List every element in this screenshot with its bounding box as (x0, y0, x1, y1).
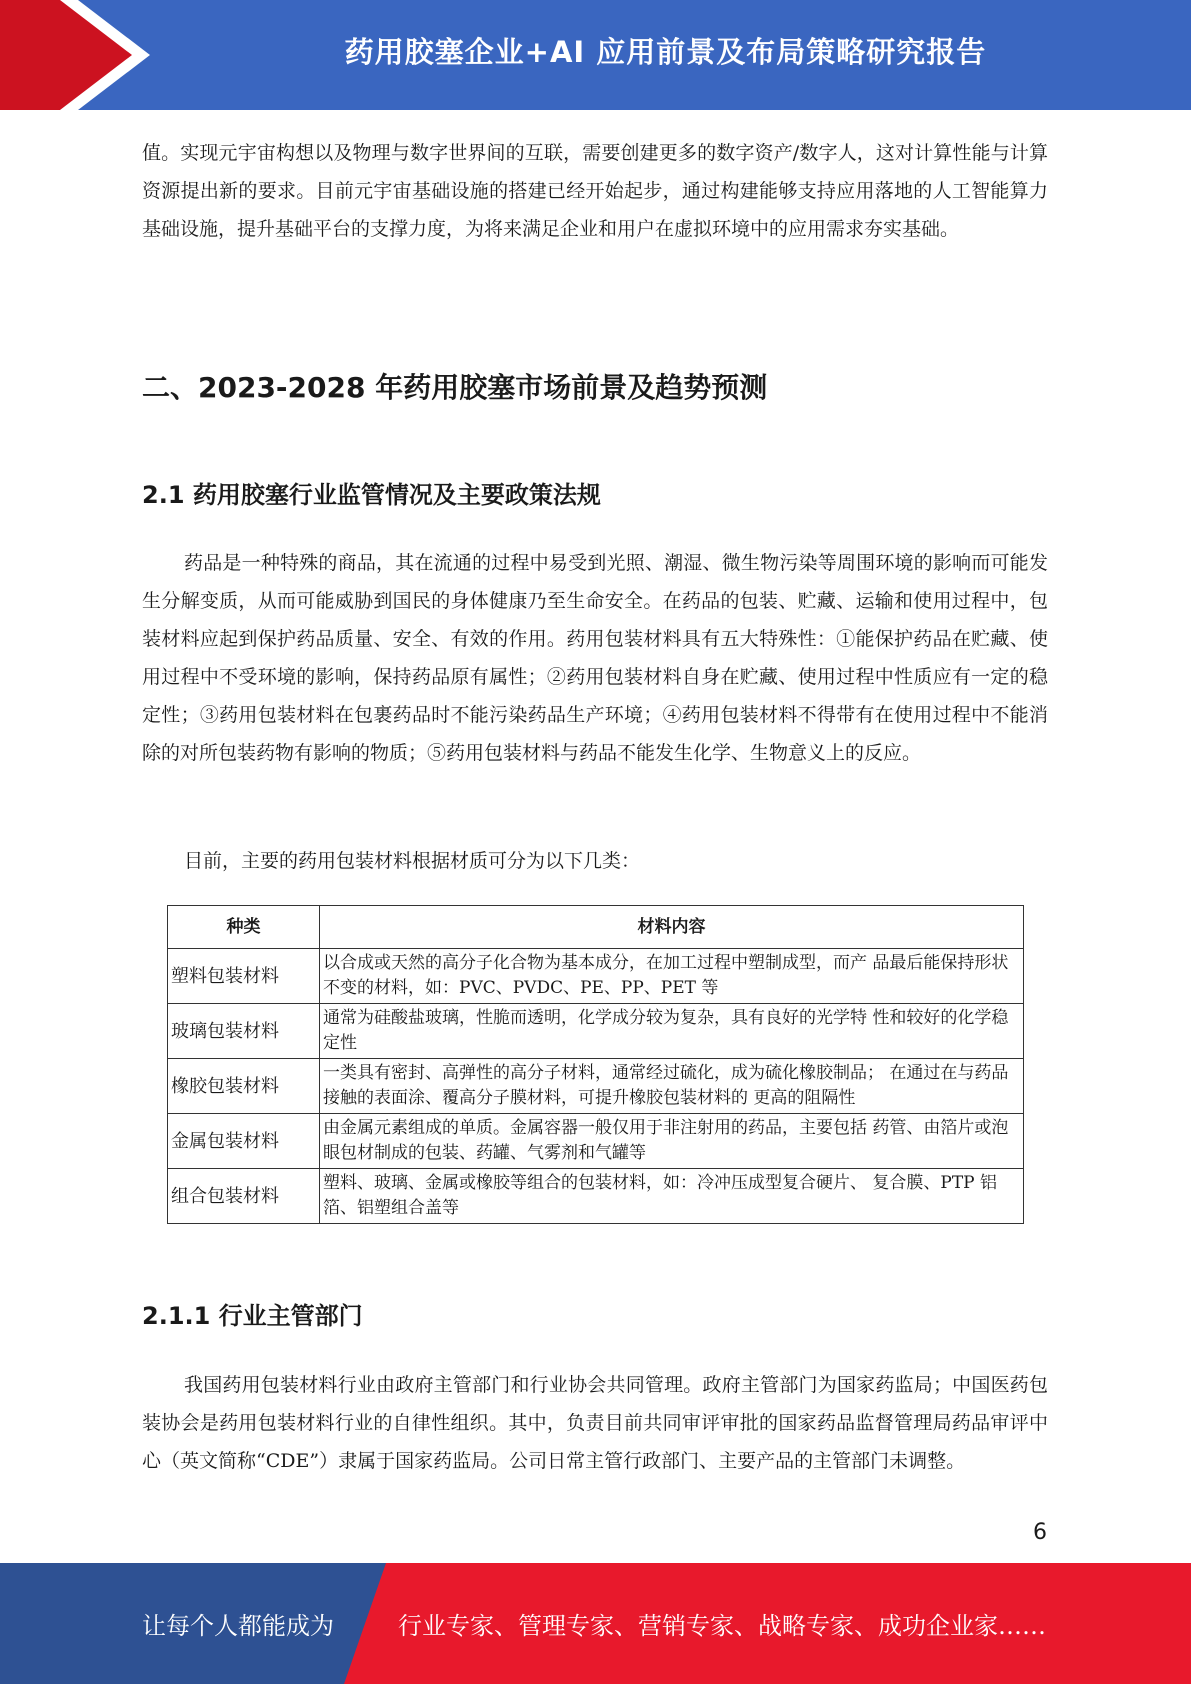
header-banner (0, 0, 1191, 110)
material-description: 一类具有密封、高弹性的高分子材料，通常经过硫化，成为硫化橡胶制品； 在通过在与药品接触的表面涂、覆高分子膜材料，可提升橡胶包装材料的 更高的阻隔性 (320, 1059, 1024, 1114)
table-row (168, 949, 1024, 1004)
material-description: 由金属元素组成的单质。金属容器一般仅用于非注射用的药品，主要包括 药管、由箔片或泡眼包材制成的包装、药罐、气雾剂和气罐等 (320, 1114, 1024, 1169)
material-category: 玻璃包装材料 (168, 1004, 320, 1059)
table-row (168, 1004, 1024, 1059)
material-description: 塑料、玻璃、金属或橡胶等组合的包装材料，如：冷冲压成型复合硬片、 复合膜、PTP 铝箔、铝塑组合盖等 (320, 1169, 1024, 1224)
table-row (168, 1114, 1024, 1169)
section-heading: 二、2023-2028 年药用胶塞市场前景及趋势预测 (142, 371, 768, 404)
table-row (168, 1169, 1024, 1224)
material-category: 橡胶包装材料 (168, 1059, 320, 1114)
body-paragraph-table-intro: 目前，主要的药用包装材料根据材质可分为以下几类： (184, 850, 641, 872)
body-paragraph: 药品是一种特殊的商品，其在流通的过程中易受到光照、潮湿、微生物污染等周围环境的影响而可能发生分解变质，从而可能威胁到国民的身体健康乃至生命安全。在药品的包装、贮藏、运输和使用过程中，包装材料应起到保护药品质量、安全、有效的作用。药用包装材料具有五大特殊性：①能保护药品在贮藏、使用过程中不受环境的影响，保持药品原有属性；②药用包装材料自身在贮藏、使用过程中性质应有一定的稳定性；③药用包装材料在包裹药品时不能污染药品生产环境；④药用包装材料不得带有在使用过程中不能消除的对所包装药物有影响的物质；⑤药用包装材料与药品不能发生化学、生物意义上的反应。 (142, 552, 1048, 764)
material-category: 金属包装材料 (168, 1114, 320, 1169)
table-header-cell: 材料内容 (320, 906, 1024, 949)
subsubsection-heading: 2.1.1 行业主管部门 (142, 1302, 363, 1330)
material-category: 塑料包装材料 (168, 949, 320, 1004)
subsection-heading: 2.1 药用胶塞行业监管情况及主要政策法规 (142, 481, 601, 509)
material-category: 组合包装材料 (168, 1169, 320, 1224)
page-number: 6 (1033, 1520, 1047, 1545)
footer-banner (0, 1563, 1191, 1684)
materials-table (167, 905, 1024, 1224)
material-description: 以合成或天然的高分子化合物为基本成分，在加工过程中塑制成型，而产 品最后能保持形状不变的材料，如：PVC、PVDC、PE、PP、PET 等 (320, 949, 1024, 1004)
body-paragraph: 我国药用包装材料行业由政府主管部门和行业协会共同管理。政府主管部门为国家药监局；中国医药包装协会是药用包装材料行业的自律性组织。其中，负责目前共同审评审批的国家药品监督管理局药品审评中心（英文简称“CDE”）隶属于国家药监局。公司日常主管行政部门、主要产品的主管部门未调整。 (142, 1374, 1048, 1472)
report-title: 药用胶塞企业+AI 应用前景及布局策略研究报告 (344, 34, 987, 69)
material-description: 通常为硅酸盐玻璃，性脆而透明，化学成分较为复杂，具有良好的光学特 性和较好的化学稳定性 (320, 1004, 1024, 1059)
footer-slogan-right: 行业专家、管理专家、营销专家、战略专家、成功企业家…… (398, 1612, 1046, 1640)
table-header-cell: 种类 (168, 906, 320, 949)
table-row (168, 1059, 1024, 1114)
table-header-row (168, 906, 1024, 949)
intro-paragraph: 值。实现元宇宙构想以及物理与数字世界间的互联，需要创建更多的数字资产/数字人，这对计算性能与计算资源提出新的要求。目前元宇宙基础设施的搭建已经开始起步，通过构建能够支持应用落地的人工智能算力基础设施，提升基础平台的支撑力度，为将来满足企业和用户在虚拟环境中的应用需求夯实基础。 (142, 142, 1048, 240)
footer-slogan-left: 让每个人都能成为 (142, 1612, 334, 1640)
